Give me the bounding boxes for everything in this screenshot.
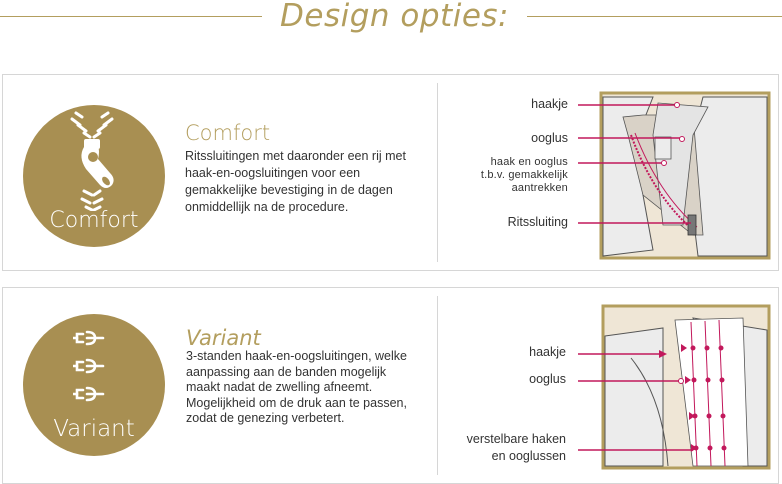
header <box>0 0 782 40</box>
header-rule-right <box>527 16 782 17</box>
variant-title: Variant <box>186 326 261 350</box>
label-ritssluiting: Ritssluiting <box>507 215 568 229</box>
label-verstel-line2: en ooglussen <box>491 449 566 463</box>
hook-eye-illustration <box>3 288 780 484</box>
variant-badge-label: Variant <box>53 416 135 442</box>
label-haak-line1: haak en ooglus <box>490 156 568 168</box>
label-haakje-2: haakje <box>529 345 566 359</box>
comfort-title: Comfort <box>185 121 271 145</box>
label-haak-line3: aantrekken <box>511 182 568 194</box>
zipper-illustration <box>3 75 780 272</box>
label-haak-line2: t.b.v. gemakkelijk <box>480 169 568 181</box>
header-rule-left <box>0 16 262 17</box>
comfort-card <box>2 74 779 271</box>
comfort-badge-label: Comfort <box>49 208 139 233</box>
label-ooglus: ooglus <box>531 131 568 145</box>
comfort-description: Ritssluitingen met daaronder een rij met haak-en-oogsluitingen voor een gemakkelijke bevestiging in de dagen onmiddellijk na de procedure. <box>185 149 406 214</box>
variant-description: 3-standen haak-en-oogsluitingen, welke aanpassing aan de banden mogelijk maakt nadat de zwelling afneemt. Mogelijkheid om de druk aan te passen, zodat de genezing verbetert. <box>186 349 407 425</box>
label-ooglus-2: ooglus <box>529 372 566 386</box>
page-title: Design opties: <box>280 0 509 34</box>
variant-card <box>2 287 779 484</box>
label-haakje: haakje <box>531 97 568 111</box>
label-verstel-line1: verstelbare haken <box>466 432 566 446</box>
